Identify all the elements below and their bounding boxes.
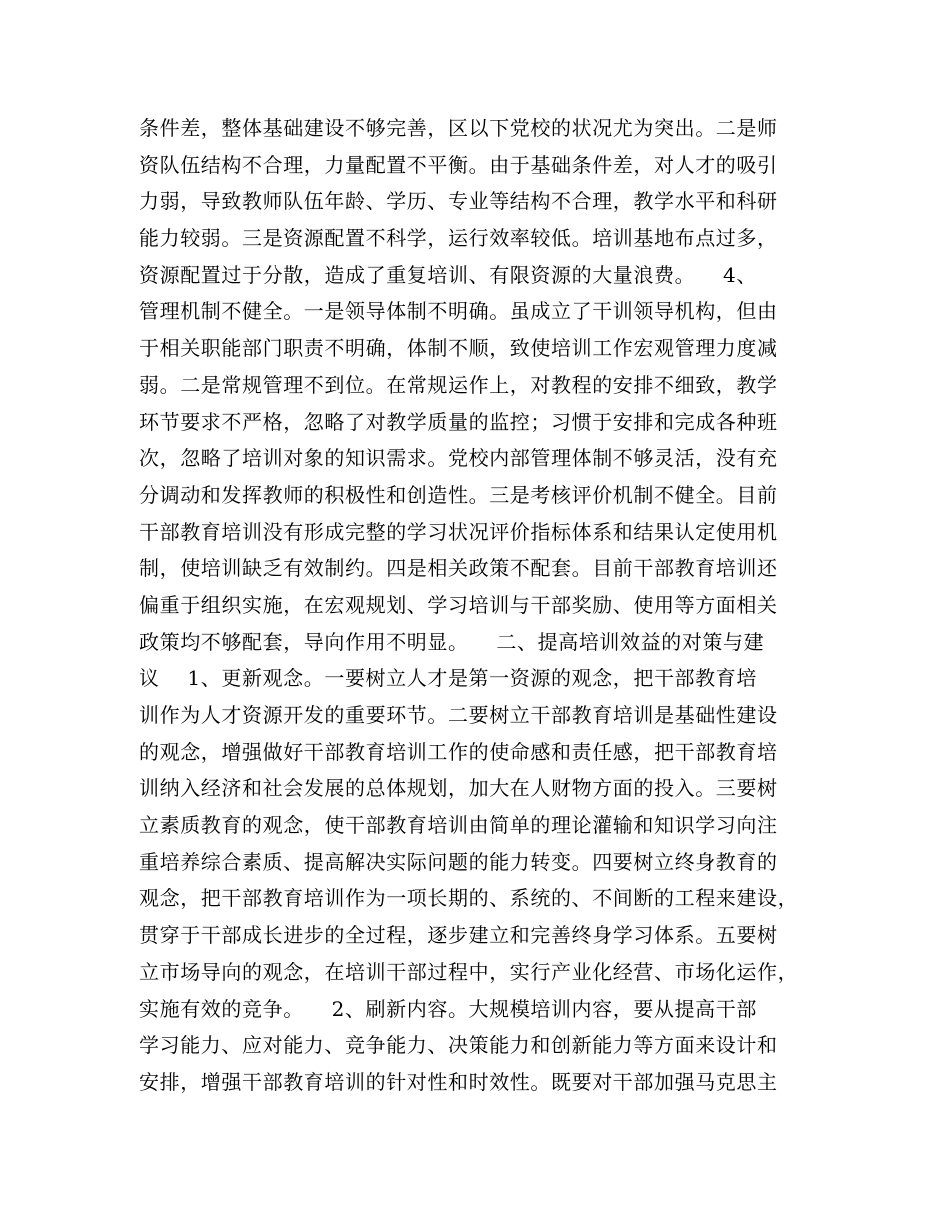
text-line: 训作为人才资源开发的重要环节。二要树立干部教育培训是基础性建设 bbox=[139, 703, 778, 727]
text-line: 议 1、更新观念。一要树立人才是第一资源的观念，把干部教育培 bbox=[139, 666, 757, 691]
text-line: 训纳入经济和社会发展的总体规划，加大在人财物方面的投入。三要树 bbox=[139, 776, 778, 801]
text-line: 能力较弱。三是资源配置不科学，运行效率较低。培训基地布点过多， bbox=[139, 226, 778, 251]
text-line: 于相关职能部门职责不明确，体制不顺，致使培训工作宏观管理力度减 bbox=[139, 336, 778, 361]
body-text bbox=[139, 110, 819, 1101]
text-line: 制，使培训缺乏有效制约。四是相关政策不配套。目前干部教育培训还 bbox=[139, 556, 778, 581]
text-line: 重培养综合素质、提高解决实际问题的能力转变。四要树立终身教育的 bbox=[139, 849, 778, 874]
text-line: 力弱，导致教师队伍年龄、学历、专业等结构不合理，教学水平和科研 bbox=[139, 189, 778, 214]
text-line: 弱。二是常规管理不到位。在常规运作上，对教程的安排不细致，教学 bbox=[139, 372, 778, 397]
text-line: 资队伍结构不合理，力量配置不平衡。由于基础条件差，对人才的吸引 bbox=[139, 152, 778, 177]
text-line: 政策均不够配套，导向作用不明显。 二、提高培训效益的对策与建 bbox=[139, 629, 765, 654]
text-line: 条件差，整体基础建设不够完善，区以下党校的状况尤为突出。二是师 bbox=[139, 116, 778, 140]
text-line: 立市场导向的观念，在培训干部过程中，实行产业化经营、市场化运作， bbox=[139, 959, 799, 984]
text-line: 干部教育培训没有形成完整的学习状况评价指标体系和结果认定使用机 bbox=[139, 519, 778, 544]
text-line: 分调动和发挥教师的积极性和创造性。三是考核评价机制不健全。目前 bbox=[139, 482, 778, 507]
text-line: 立素质教育的观念，使干部教育培训由简单的理论灌输和知识学习向注 bbox=[139, 813, 778, 838]
text-line: 环节要求不严格，忽略了对教学质量的监控；习惯于安排和完成各种班 bbox=[139, 409, 778, 434]
text-line: 偏重于组织实施，在宏观规划、学习培训与干部奖励、使用等方面相关 bbox=[139, 592, 778, 617]
text-line: 管理机制不健全。一是领导体制不明确。虽成立了干训领导机构，但由 bbox=[139, 299, 778, 324]
text-line: 安排，增强干部教育培训的针对性和时效性。既要对干部加强马克思主 bbox=[139, 1069, 778, 1094]
text-line: 学习能力、应对能力、竞争能力、决策能力和创新能力等方面来设计和 bbox=[139, 1033, 778, 1058]
text-line: 的观念，增强做好干部教育培训工作的使命感和责任感，把干部教育培 bbox=[139, 739, 778, 764]
text-line: 实施有效的竞争。 2、刷新内容。大规模培训内容，要从提高干部 bbox=[139, 996, 757, 1021]
text-line: 贯穿于干部成长进步的全过程，逐步建立和完善终身学习体系。五要树 bbox=[139, 923, 778, 948]
text-line: 资源配置过于分散，造成了重复培训、有限资源的大量浪费。 4、 bbox=[139, 262, 757, 287]
text-line: 观念，把干部教育培训作为一项长期的、系统的、不间断的工程来建设， bbox=[139, 886, 799, 911]
text-line: 次，忽略了培训对象的知识需求。党校内部管理体制不够灵活，没有充 bbox=[139, 446, 778, 471]
